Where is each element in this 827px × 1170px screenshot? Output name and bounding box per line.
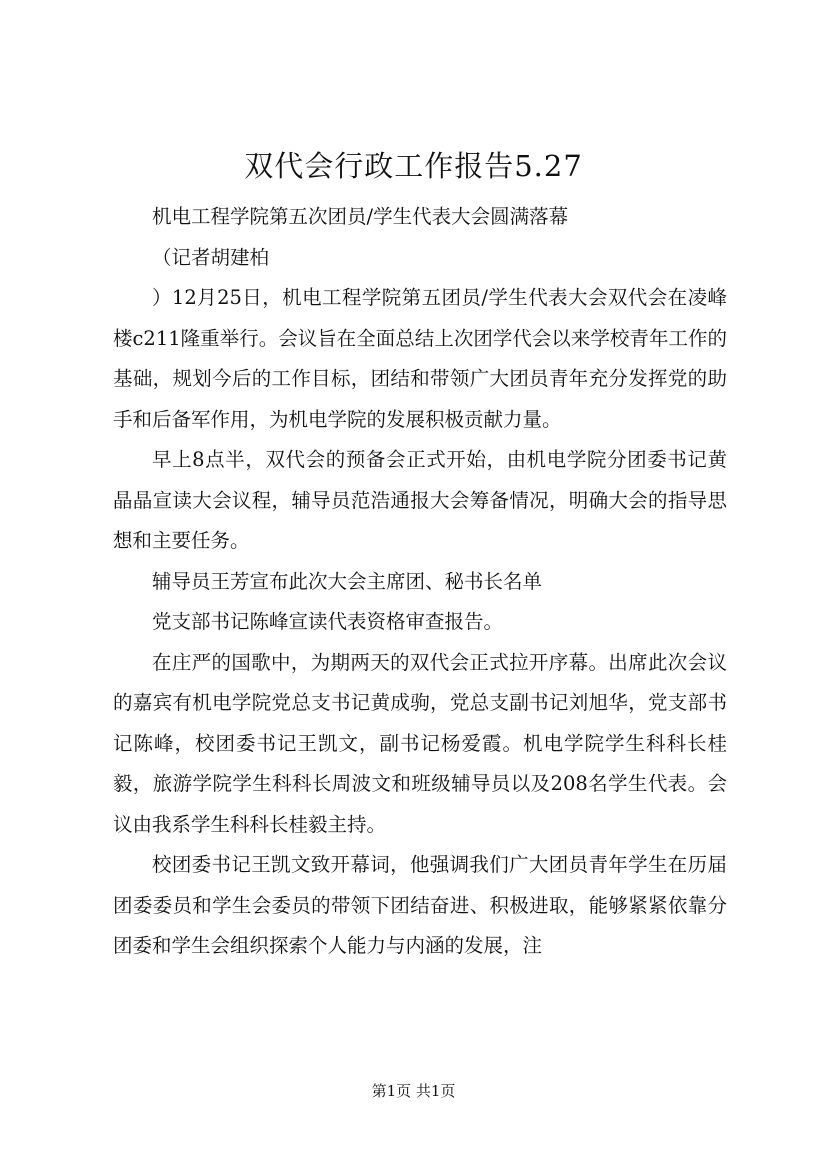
- paragraph-reporter: （记者胡建柏: [152, 245, 270, 269]
- paragraph-intro: ）12月25日，机电工程学院第五团员/学生代表大会双代会在凌峰楼c211隆重举行。会议旨在全面总结上次团学代会以来学校青年工作的基础，规划今后的工作目标，团结和带领广大团员青年充分发挥党的助手和后备军作用，为机电学院的发展积极贡献力量。: [113, 286, 727, 431]
- document-title: 双代会行政工作报告5.27: [244, 149, 583, 183]
- document-body: [113, 197, 727, 967]
- paragraph-headline: 机电工程学院第五次团员/学生代表大会圆满落幕: [152, 205, 569, 228]
- paragraph-opening: 在庄严的国歌中，为期两天的双代会正式拉开序幕。出席此次会议的嘉宾有机电学院党总支书记黄成驹，党总支副书记刘旭华，党支部书记陈峰，校团委书记王凯文，副书记杨爱霞。机电学院学生科科长桂毅，旅游学院学生科科长周波文和班级辅导员以及208名学生代表。会议由我系学生科科长桂毅主持。: [113, 650, 727, 836]
- paragraph-preparatory: 早上8点半，双代会的预备会正式开始，由机电学院分团委书记黄晶晶宣读大会议程，辅导员范浩通报大会筹备情况，明确大会的指导思想和主要任务。: [113, 448, 727, 552]
- paragraph-qualification: 党支部书记陈峰宣读代表资格审查报告。: [152, 610, 504, 633]
- page-footer: 第1页 共1页: [371, 1082, 456, 1100]
- paragraph-speech: 校团委书记王凯文致开幕词，他强调我们广大团员青年学生在历届团委委员和学生会委员的带领下团结奋进、积极进取，能够紧紧依靠分团委和学生会组织探索个人能力与内涵的发展，注: [113, 853, 727, 957]
- paragraph-presidium: 辅导员王芳宣布此次大会主席团、秘书长名单: [152, 569, 543, 593]
